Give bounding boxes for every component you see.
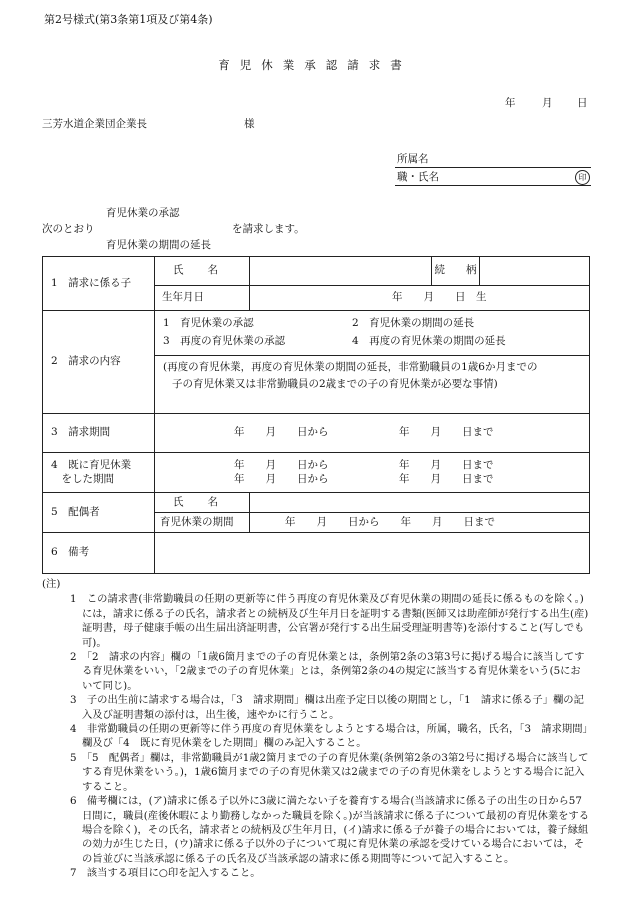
section-content-label: 2 請求の内容 (43, 311, 155, 414)
note-item-4: 4 非常勤職員の任期の更新等に伴う再度の育児休業をしようとする場合は，所属，職名，氏名，「3 請求期間」欄及び「4 既に育児休業をした期間」欄のみ記入すること。 (70, 723, 588, 750)
title-name-field[interactable] (395, 168, 591, 186)
spouse-name-field[interactable] (250, 493, 590, 513)
section-child-label: 1 請求に係る子 (43, 257, 155, 311)
note-item-1: 1 この請求書(非常勤職員の任期の更新等に伴う再度の育児休業及び育児休業の期間の延長に係るものを除く。)には，請求に係る子の氏名，請求者との続柄及び生年月日を証明する書類(医師又は助産師が発行する出生(産)証明書，母子健康手帳の出生届出済証明書，公官署が発行する出生届受理証明書等)を添付すること(写しでも可)。 (70, 593, 589, 649)
content-reason-line-2: 子の育児休業又は非常勤職員の2歳までの子の育児休業が必要な事情) (172, 378, 498, 390)
past-to-1: 年 月 日まで (399, 459, 494, 471)
spouse-leave-label: 育児休業の期間 (155, 513, 250, 533)
child-name-label: 氏 名 (155, 257, 250, 286)
request-option-approval[interactable]: 育児休業の承認 (106, 207, 180, 219)
note-item-3: 3 子の出生前に請求する場合は，「3 請求期間」欄は出産予定日以後の期間とし，「1 請求に係る子」欄の記入及び証明書類の添付は，出生後，速やかに行うこと。 (70, 694, 584, 721)
honorific: 様 (244, 118, 255, 130)
request-table (42, 256, 590, 574)
child-relation-label: 続 柄 (432, 257, 480, 286)
request-option-extension[interactable]: 育児休業の期間の延長 (106, 239, 211, 251)
child-birth-field[interactable]: 年 月 日 生 (250, 286, 590, 311)
past-from-1: 年 月 日から (234, 459, 329, 471)
addressee: 三芳水道企業団企業長 (42, 118, 147, 130)
past-from-2: 年 月 日から (234, 473, 329, 485)
content-option-1[interactable]: 1 育児休業の承認 (163, 317, 254, 329)
period-field[interactable] (155, 414, 590, 453)
request-prefix: 次のとおり (42, 223, 95, 235)
child-birth-label: 生年月日 (155, 286, 250, 311)
remarks-row (43, 533, 590, 574)
spouse-leave-field[interactable]: 年 月 日から 年 月 日まで (250, 513, 590, 533)
remarks-field[interactable] (155, 533, 590, 574)
section-remarks-label: 6 備考 (43, 533, 155, 574)
content-reason-line-1: (再度の育児休業，再度の育児休業の期間の延長，非常勤職員の1歳6か月までの (163, 361, 538, 373)
section-past-label (43, 453, 155, 493)
content-reason-field[interactable] (155, 355, 589, 413)
date-day-label: 日 (577, 97, 588, 109)
period-to: 年 月 日まで (399, 426, 494, 438)
note-item-5: 5 「5 配偶者」欄は，非常勤職員が1歳2箇月までの子の育児休業(条例第2条の3第2号に掲げる場合に該当してする育児休業をいう。)，1歳6箇月までの子の育児休業又は2歳までの子の育児休業をしようとする場合に記入すること。 (70, 751, 589, 793)
content-option-3[interactable]: 3 再度の育児休業の承認 (163, 335, 286, 347)
note-item-2: 2 「2 請求の内容」欄の「1歳6箇月までの子の育児休業とは，条例第2条の3第3号に掲げる場合に該当してする育児休業をいい，「2歳までの子の育児休業」とは，条例第2条の4の規定に該当する育児休業をいう(5において同じ)。 (70, 651, 585, 692)
request-suffix: を請求します。 (232, 223, 305, 235)
section-spouse-label: 5 配偶者 (43, 493, 155, 533)
period-row (43, 414, 590, 453)
content-row (43, 311, 590, 414)
content-options (155, 311, 589, 355)
period-from: 年 月 日から (234, 426, 329, 438)
past-label-line-1: 4 既に育児休業 (51, 459, 132, 472)
affiliation-field[interactable] (395, 150, 591, 168)
spouse-name-label: 氏 名 (155, 493, 250, 513)
content-cell (155, 311, 590, 414)
seal-mark-icon: 印 (575, 170, 590, 185)
past-label-line-2: をした期間 (51, 472, 114, 485)
applicant-block (395, 150, 591, 186)
spouse-name-row (43, 493, 590, 513)
note-item-6: 6 備考欄には，(ア)請求に係る子以外に3歳に満たない子を養育する場合(当該請求に係る子の出生の日から57日間に，職員(産後休暇により勤務しなかった職員を除く。)が当該請求に係る子について最初の育児休業をする場合を除く)，その氏名，請求者との続柄及び生年月日，(イ)請求に係る子が養子の場合においては，養子縁組の効力が生じた日，(ウ)請求に係る子以外の子について現に育児休業の承認を受けている場合においては，その旨並びに当該承認に係る子の氏名及び当該承認の請求に係る期間等について記入すること。 (70, 795, 590, 865)
child-name-row (43, 257, 590, 286)
date-year-label: 年 (505, 97, 516, 109)
past-leave-field[interactable] (155, 453, 590, 493)
child-relation-field[interactable] (480, 257, 590, 286)
child-name-field[interactable] (250, 257, 432, 286)
content-option-4[interactable]: 4 再度の育児休業の期間の延長 (352, 335, 506, 347)
notes (42, 577, 590, 881)
title-name-label: 職・氏名 (397, 171, 439, 183)
past-leave-row (43, 453, 590, 493)
notes-heading: (注) (42, 578, 61, 590)
content-option-2[interactable]: 2 育児休業の期間の延長 (352, 317, 475, 329)
note-item-7: 7 該当する項目に○印を記入すること。 (70, 867, 261, 880)
form-number: 第2号様式(第3条第1項及び第4条) (44, 13, 213, 26)
affiliation-label: 所属名 (397, 153, 429, 165)
document-title: 育児休業承認請求書 (218, 58, 412, 72)
section-period-label: 3 請求期間 (43, 414, 155, 453)
past-to-2: 年 月 日まで (399, 473, 494, 485)
date-month-label: 月 (542, 97, 553, 109)
